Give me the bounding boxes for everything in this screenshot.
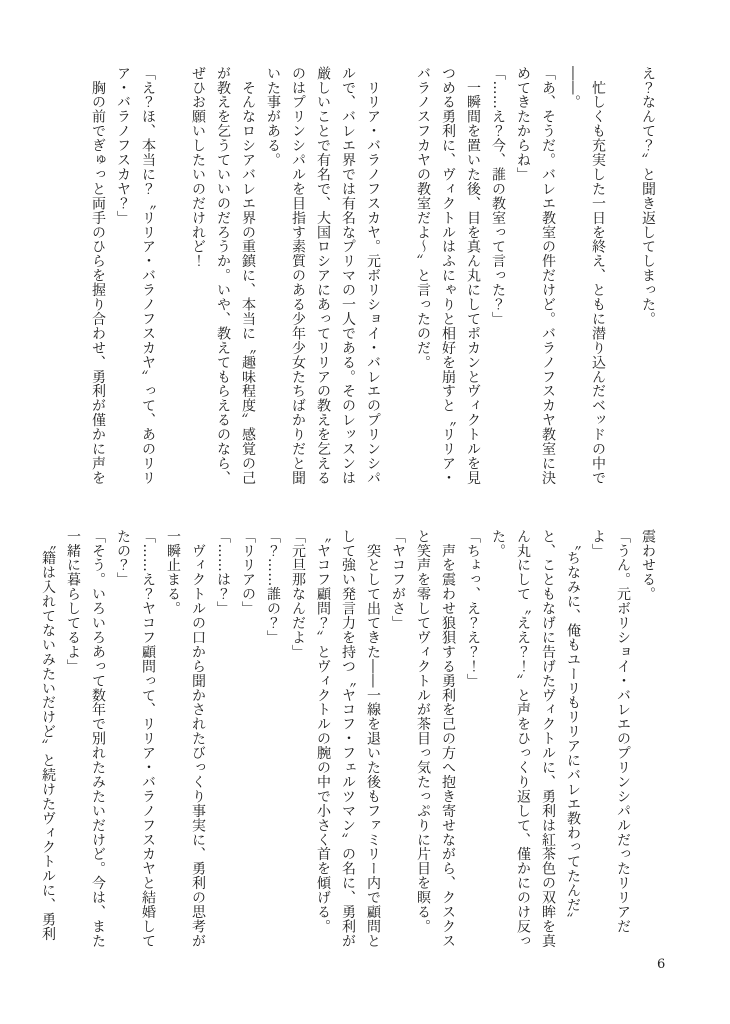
paragraph: 「……え？今、誰の教室って言った？」 — [490, 66, 506, 327]
paragraph: 「ちょっ、え？え？！」 — [465, 529, 481, 688]
paragraph: 「？……誰の？」 — [265, 529, 281, 645]
paragraph: 「え？ほ、本当に？〝リリア・バラノフスカヤ〟って、あのリリア・バラノフスカヤ？」 — [115, 66, 156, 486]
paragraph: そんなロシアバレエ界の重鎮に、本当に〝趣味程度〟感覚の己が教えを乞うていいのだろうか。いや、教えてもらえるのなら、ぜひお願いしたいのだけれど！ — [190, 66, 256, 486]
page-number: 6 — [657, 957, 666, 972]
paragraph: ヴィクトルの口から聞かされたびっくり事実に、勇利の思考が一瞬止まる。 — [165, 529, 206, 949]
blank-line — [610, 66, 635, 487]
paragraph: 「あ、そうだ。バレエ教室の件だけど。バラノフスカヤ教室に決めてきたからね」 — [515, 66, 556, 486]
paragraph: 「うん。元ボリショイ・バレエのプリンシパルだったリリアだよ」 — [590, 529, 631, 934]
paragraph: え？なんて？〟と聞き返してしまった。 — [640, 66, 656, 327]
paragraph: 〝ちなみに、俺もユーリもリリアにバレエ教わってたんだ〟と、こともなげに告げたヴィクトルに、勇利は紅茶色の双眸を真ん丸にして〝ええ？！〟と声をひっくり返して、僅かにのけ反った。 — [490, 529, 581, 949]
paragraph: 胸の前でぎゅっと両手のひらを握り合わせ、勇利が僅かに声を — [90, 66, 106, 486]
paragraph: 突として出てきた――一線を退いた後もファミリー内で顧問として強い発言力を持つ〝ヤコフ・フェルツマン〟の名に、勇利が〝ヤコフ顧問？〟とヴィクトルの腕の中で小さく首を傾げる。 — [315, 529, 381, 949]
paragraph: 震わせる。 — [640, 529, 656, 602]
blank-line — [385, 66, 410, 487]
paragraph: 「……は？」 — [215, 529, 231, 616]
paragraph: 忙しくも充実した一日を終え、ともに潜り込んだベッドの中で――。 — [565, 66, 606, 486]
paragraph: 声を震わせ狼狽する勇利を己の方へ抱き寄せながら、クスクスと笑声を零してヴィクトルが茶目っ気たっぷりに片目を瞑る。 — [415, 529, 456, 949]
paragraph: 「ヤコフがさ」 — [390, 529, 406, 631]
paragraph: 「リリアの」 — [240, 529, 256, 616]
paragraph: 「そう。いろいろあって数年で別れたみたいだけど。今は、また一緒に暮らしてるよ」 — [65, 529, 106, 949]
paragraph: 「……え？ヤコフ顧問って、リリア・バラノフスカヤと結婚してたの？」 — [115, 529, 156, 949]
paragraph: 〝籍は入れてないみたいだけど〟と続けたヴィクトルに、勇利 — [40, 529, 56, 942]
paragraph: 「元旦那なんだよ」 — [290, 529, 306, 660]
text-block-bottom — [35, 529, 660, 950]
text-block-top — [85, 66, 660, 487]
paragraph: リリア・バラノフスカヤ。元ボリショイ・バレエのプリンシパルで、バレエ界では有名なプリマの一人である。そのレッスンは厳しいことで有名で、大国ロシアにあってリリアの教えを乞えるのはプリンシパルを目指す素質のある少年少女たちばかりだと聞いた事がある。 — [265, 66, 381, 486]
blank-line — [160, 66, 185, 487]
paragraph: 一瞬間を置いた後、目を真ん丸にしてポカンとヴィクトルを見つめる勇利に、ヴィクトルはふにゃりと相好を崩すと〝リリア・バラノスフカヤの教室だよ～〟と言ったのだ。 — [415, 66, 481, 486]
